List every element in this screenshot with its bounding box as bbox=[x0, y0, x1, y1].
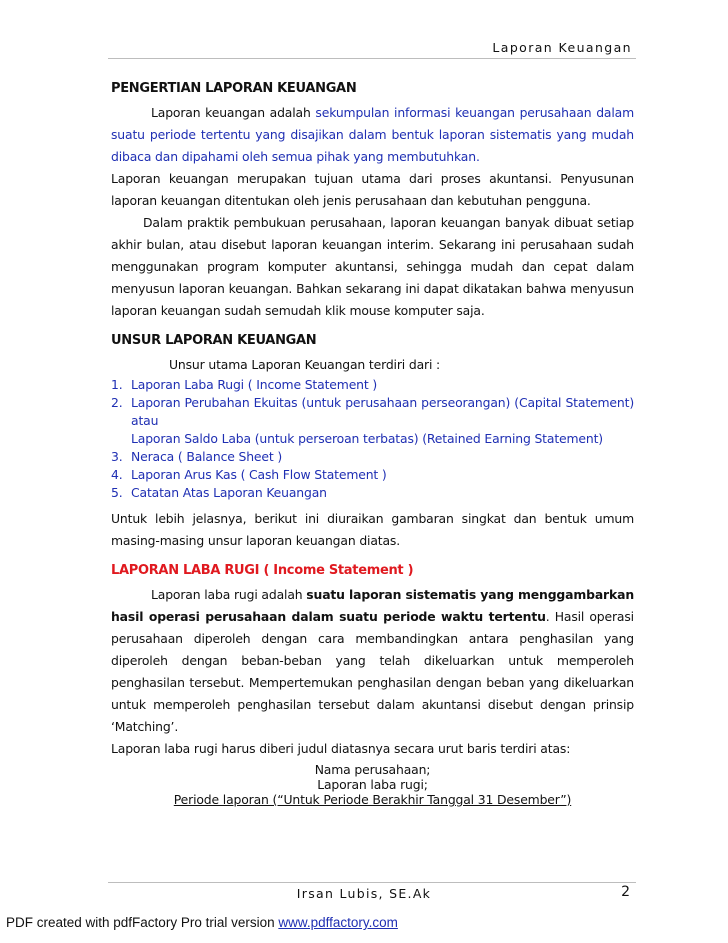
report-title-lines bbox=[111, 762, 634, 807]
title-line-period: Periode laporan (“Untuk Periode Berakhir Tanggal 31 Desember”) bbox=[173, 792, 572, 807]
elements-list bbox=[111, 376, 634, 502]
title-line-report: Laporan laba rugi; bbox=[317, 777, 428, 792]
footer-author: Irsan Lubis, SE.Ak bbox=[296, 886, 432, 901]
paragraph-purpose: Laporan keuangan merupakan tujuan utama dari proses akuntansi. Penyusunan laporan keuangan ditentukan oleh jenis perusahaan dan kebutuhan pengguna. bbox=[111, 171, 634, 208]
paragraph-practice: Dalam praktik pembukuan perusahaan, laporan keuangan banyak dibuat setiap akhir bulan, atau disebut laporan keuangan interim. Sekarang ini perusahaan sudah menggunakan program komputer akuntansi, sehingga mudah dan cepat dalam menyusun laporan keuangan. Bahkan sekarang ini dapat dikatakan bahwa menyusun laporan keuangan sudah semudah klik mouse komputer saja. bbox=[111, 215, 634, 318]
definition-highlight: sekumpulan informasi keuangan perusahaan dalam suatu periode tertentu yang disajikan dalam bentuk laporan sistematis yang mudah dibaca dan dipahami oleh semua pihak yang membutuhkan. bbox=[111, 105, 635, 164]
running-header-title: Laporan Keuangan bbox=[492, 40, 632, 55]
list-item: 2. Laporan Perubahan Ekuitas (untuk perusahaan perseorangan) (Capital Statement) atau Laporan Saldo Laba (untuk perseroan terbatas) (Retained Earning Statement) bbox=[111, 395, 634, 446]
pdffactory-link[interactable]: www.pdffactory.com bbox=[278, 915, 398, 930]
footer-divider bbox=[108, 882, 636, 883]
laba-rugi-bold-definition: suatu laporan sistematis yang menggambarkan hasil operasi perusahaan dalam suatu periode waktu tertentu bbox=[111, 587, 634, 624]
list-item: 3. Neraca ( Balance Sheet ) bbox=[111, 449, 283, 464]
title-line-company: Nama perusahaan; bbox=[314, 762, 431, 777]
paragraph-unsur-after: Untuk lebih jelasnya, berikut ini diuraikan gambaran singkat dan bentuk umum masing-masing unsur laporan keuangan diatas. bbox=[111, 511, 634, 548]
list-item: 1. Laporan Laba Rugi ( Income Statement ) bbox=[111, 377, 378, 392]
list-item: 5. Catatan Atas Laporan Keuangan bbox=[111, 485, 327, 500]
page-number: 2 bbox=[621, 884, 630, 900]
paragraph-laba-rugi-definition: Laporan laba rugi adalah suatu laporan sistematis yang menggambarkan hasil operasi perusahaan dalam suatu periode waktu tertentu. Hasil operasi perusahaan diperoleh dengan cara membandingkan antara penghasilan yang diperoleh dengan beban-beban yang telah dikeluarkan untuk memperoleh penghasilan tersebut. Mempertemukan penghasilan dengan beban yang dikeluarkan untuk memperoleh penghasilan tersebut dalam akuntansi disebut dengan prinsip ‘Matching’. bbox=[111, 587, 634, 734]
header-divider bbox=[108, 58, 636, 59]
section-heading-pengertian: PENGERTIAN LAPORAN KEUANGAN bbox=[111, 81, 357, 96]
pdf-creator-note: PDF created with pdfFactory Pro trial version www.pdffactory.com bbox=[6, 915, 398, 930]
paragraph-definition bbox=[111, 102, 634, 168]
definition-lead: Laporan keuangan adalah bbox=[151, 105, 316, 120]
page-content bbox=[111, 80, 634, 807]
paragraph-unsur-intro: Unsur utama Laporan Keuangan terdiri dari : bbox=[169, 357, 441, 372]
list-item: 4. Laporan Arus Kas ( Cash Flow Statement ) bbox=[111, 467, 387, 482]
section-heading-laba-rugi: LAPORAN LABA RUGI ( Income Statement ) bbox=[111, 563, 414, 578]
section-heading-unsur: UNSUR LAPORAN KEUANGAN bbox=[111, 333, 317, 348]
paragraph-title-requirement: Laporan laba rugi harus diberi judul diatasnya secara urut baris terdiri atas: bbox=[111, 741, 571, 756]
